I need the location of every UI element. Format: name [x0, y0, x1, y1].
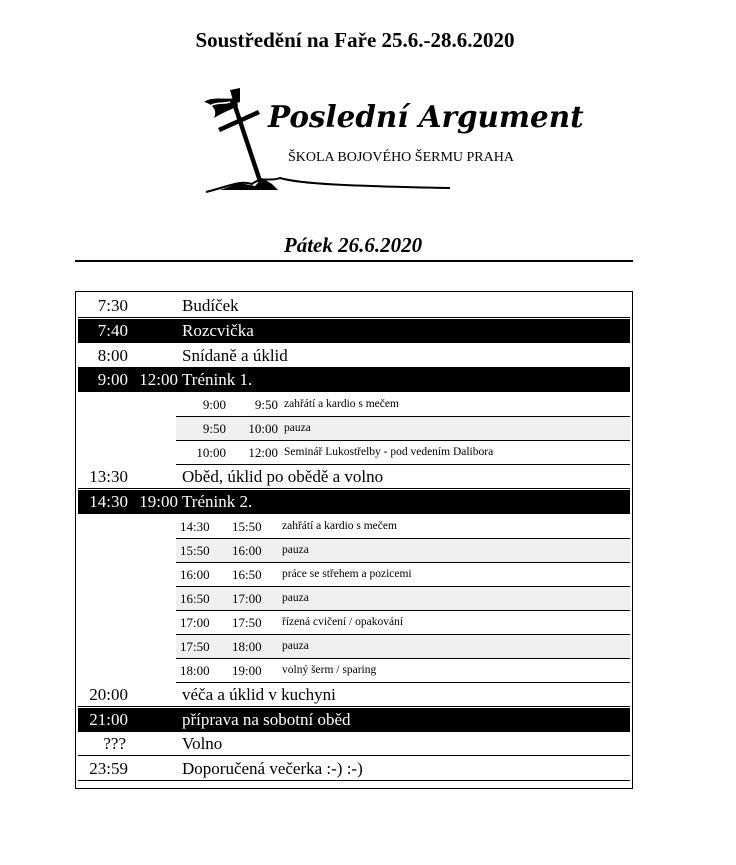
- start-time: 14:30: [89, 492, 128, 511]
- sub-schedule-row: [176, 441, 630, 465]
- start-time: 7:30: [97, 296, 128, 315]
- heading-divider: [75, 260, 633, 262]
- sub-start-time: 15:50: [180, 542, 210, 558]
- sub-end-time: 16:00: [232, 542, 262, 558]
- schedule-row: [78, 683, 630, 707]
- sub-end-time: 10:00: [248, 421, 278, 437]
- schedule-row: [78, 294, 630, 318]
- schedule-row: [78, 732, 630, 756]
- sub-end-time: 19:00: [232, 662, 262, 678]
- sub-schedule-row: [176, 563, 630, 587]
- sub-start-time: 10:00: [196, 445, 226, 461]
- sub-end-time: 18:00: [232, 638, 262, 654]
- sub-activity: volný šerm / sparing: [282, 663, 377, 676]
- sub-end-time: 9:50: [254, 397, 278, 413]
- sub-schedule-row: [176, 393, 630, 417]
- document-title: Soustředění na Faře 25.6.-28.6.2020: [195, 28, 515, 52]
- sub-schedule-row: [176, 515, 630, 539]
- logo-name: Poslední Argument: [268, 100, 584, 135]
- activity-label: Rozcvička: [182, 320, 254, 340]
- start-time: 7:40: [97, 320, 128, 340]
- sub-end-time: 12:00: [248, 445, 278, 461]
- sub-end-time: 17:50: [232, 614, 262, 630]
- start-time: ???: [103, 734, 126, 754]
- sub-start-time: 9:50: [202, 421, 226, 437]
- sub-start-time: 14:30: [180, 518, 210, 534]
- sub-activity: pauza: [284, 422, 311, 435]
- sub-schedule-row: [176, 611, 630, 635]
- activity-label: Doporučená večerka :-) :-): [182, 759, 363, 779]
- start-time: 20:00: [89, 684, 128, 704]
- activity-label: Snídaně a úklid: [182, 345, 288, 365]
- schedule-row: [78, 344, 630, 368]
- activity-label: Trénink 2.: [182, 492, 253, 511]
- schedule-row: [78, 490, 630, 514]
- schedule-row: [78, 319, 630, 343]
- sub-start-time: 16:50: [180, 590, 210, 606]
- sub-activity: pauza: [282, 591, 309, 604]
- activity-label: véča a úklid v kuchyni: [182, 684, 336, 704]
- start-time: 9:00: [97, 370, 128, 390]
- sub-activity: práce se střehem a pozicemi: [282, 567, 412, 580]
- sub-start-time: 17:50: [180, 638, 210, 654]
- sub-schedule-row: [176, 417, 630, 441]
- activity-label: příprava na sobotní oběd: [182, 709, 351, 729]
- activity-label: Volno: [182, 734, 223, 754]
- sub-end-time: 16:50: [232, 566, 262, 582]
- start-time: 23:59: [89, 759, 128, 779]
- schedule-body: [78, 294, 630, 786]
- sub-activity: Seminář Lukostřelby - pod vedením Dalibora: [284, 446, 494, 459]
- day-heading: Pátek 26.6.2020: [283, 233, 423, 257]
- start-time: 8:00: [97, 345, 128, 365]
- sub-start-time: 18:00: [180, 662, 210, 678]
- sub-start-time: 9:00: [202, 397, 226, 413]
- sub-schedule-row: [176, 659, 630, 683]
- schedule-table: [75, 291, 633, 789]
- sub-start-time: 17:00: [180, 614, 210, 630]
- start-time: 13:30: [89, 467, 128, 487]
- logo-tagline: ŠKOLA BOJOVÉHO ŠERMU PRAHA: [288, 150, 514, 165]
- sub-schedule-row: [176, 539, 630, 563]
- activity-label: Budíček: [182, 296, 239, 315]
- schedule-row: [78, 368, 630, 392]
- activity-label: Oběd, úklid po obědě a volno: [182, 467, 384, 487]
- sub-activity: zahřátí a kardio s mečem: [282, 519, 397, 532]
- sub-end-time: 15:50: [232, 518, 262, 534]
- sub-start-time: 16:00: [180, 566, 210, 582]
- sub-schedule-row: [176, 587, 630, 611]
- sub-end-time: 17:00: [232, 590, 262, 606]
- sub-activity: zahřátí a kardio s mečem: [284, 398, 399, 411]
- school-logo: [200, 88, 584, 198]
- sub-activity: pauza: [282, 639, 309, 652]
- end-time: 12:00: [139, 370, 178, 390]
- sub-activity: řízená cvičení / opakování: [282, 615, 404, 628]
- schedule-row: [78, 708, 630, 732]
- schedule-row: [78, 757, 630, 781]
- start-time: 21:00: [89, 709, 128, 729]
- sub-schedule-row: [176, 635, 630, 659]
- end-time: 19:00: [139, 492, 178, 511]
- activity-label: Trénink 1.: [182, 370, 253, 390]
- sub-activity: pauza: [282, 543, 309, 556]
- schedule-row: [78, 465, 630, 489]
